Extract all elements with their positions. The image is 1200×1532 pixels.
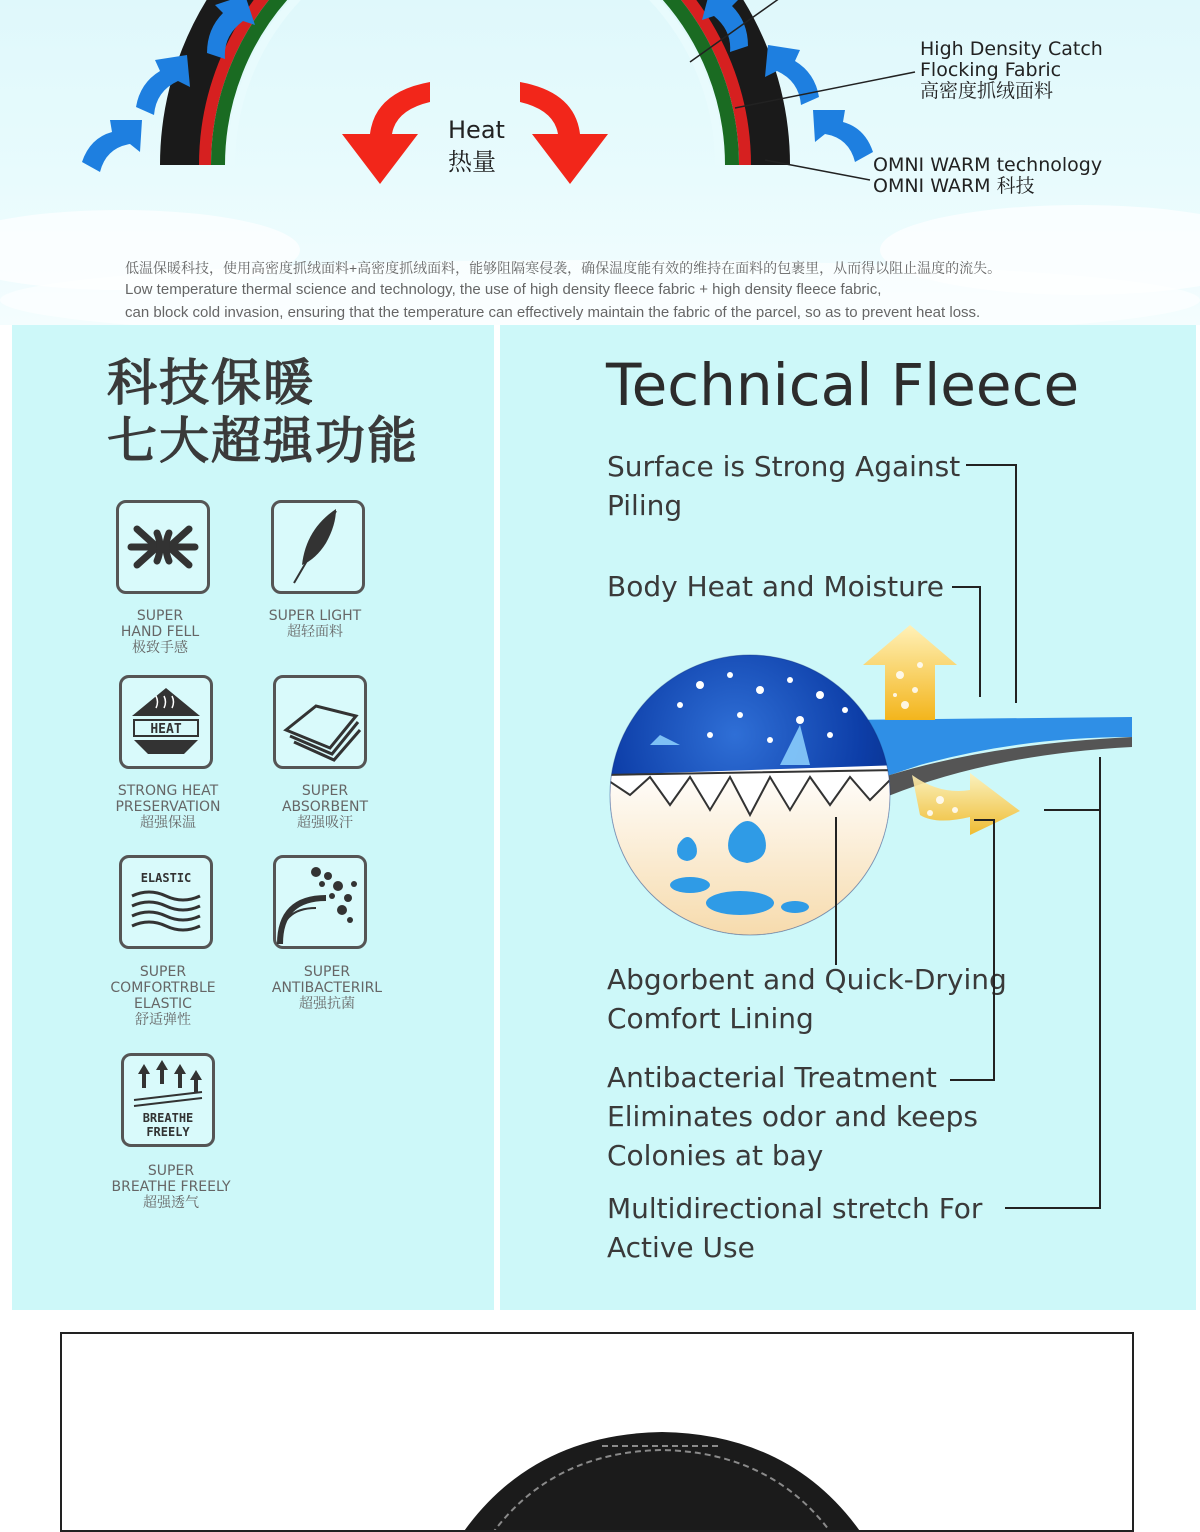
breathe-icon-text-line1: BREATHE [142,1111,194,1125]
label-absorbent-lining: Abgorbent and Quick-Drying Comfort Lining [607,963,1007,1035]
moisture-side-arrow [912,773,1020,835]
description-en-line1: Low temperature thermal science and technology, the use of high density fleece fabric + high density fleece fabric, [125,281,882,298]
heat-label: Heat 热量 [448,116,505,176]
product-image-frame [60,1332,1134,1532]
top-diagram-section [0,0,1200,325]
technical-fleece-panel [500,325,1196,1310]
features-title-line2: 七大超强功能 [107,412,419,470]
breathe-icon [121,1053,215,1147]
technical-fleece-title: Technical Fleece [606,351,1080,419]
label-antibacterial: Antibacterial Treatment Eliminates odor and keeps Colonies at bay [607,1061,978,1172]
breathe-icon-text-line2: FREELY [146,1125,190,1139]
heat-icon-text: HEAT [150,722,182,737]
feature-label-breathe: SUPER BREATHE FREELY 超强透气 [111,1163,231,1211]
feature-label-heat-preservation: STRONG HEAT PRESERVATION 超强保温 [115,783,221,831]
omni-warm-layer-label: OMNI WARM technology OMNI WARM 科技 [873,154,1103,197]
fabric-sphere [600,645,900,945]
heat-preservation-icon [119,675,213,769]
feature-label-hand-feel: SUPER HAND FELL 极致手感 [120,608,200,656]
label-surface-piling: Surface is Strong Against Piling [607,450,961,522]
features-panel [12,325,494,1310]
antibacterial-icon [273,855,367,949]
feature-label-elastic: SUPER COMFORTRBLE ELASTIC 舒适弹性 [110,964,216,1028]
description-en-line2: can block cold invasion, ensuring that the temperature can effectively maintain the fabric of the parcel, so as to prevent heat loss. [125,304,981,321]
high-density-layer-label: High Density Catch Flocking Fabric 高密度抓绒面料 [920,38,1103,102]
feature-label-absorbent: SUPER ABSORBENT 超强吸汗 [281,783,369,831]
elastic-icon-text: ELASTIC [140,871,192,885]
feature-label-super-light: SUPER LIGHT 超轻面料 [268,608,362,640]
label-body-heat: Body Heat and Moisture [607,570,944,603]
description-zh: 低温保暖科技，使用高密度抓绒面料+高密度抓绒面料，能够阻隔寒侵袭，确保温度能有效的维持在面料的包裹里，从而得以阻止温度的流失。 [125,260,1002,276]
label-stretch: Multidirectional stretch For Active Use [607,1192,983,1264]
feather-icon [271,500,365,594]
fleece-cross-section-diagram [500,325,1196,1310]
moisture-up-arrow [863,625,957,720]
product-photo [62,1334,1134,1532]
features-title-line1: 科技保暖 [107,354,315,412]
elastic-icon [119,855,213,949]
absorbent-icon [273,675,367,769]
feature-label-antibacterial: SUPER ANTIBACTERIRL 超强抗菌 [271,964,383,1012]
hand-feel-icon [116,500,210,594]
